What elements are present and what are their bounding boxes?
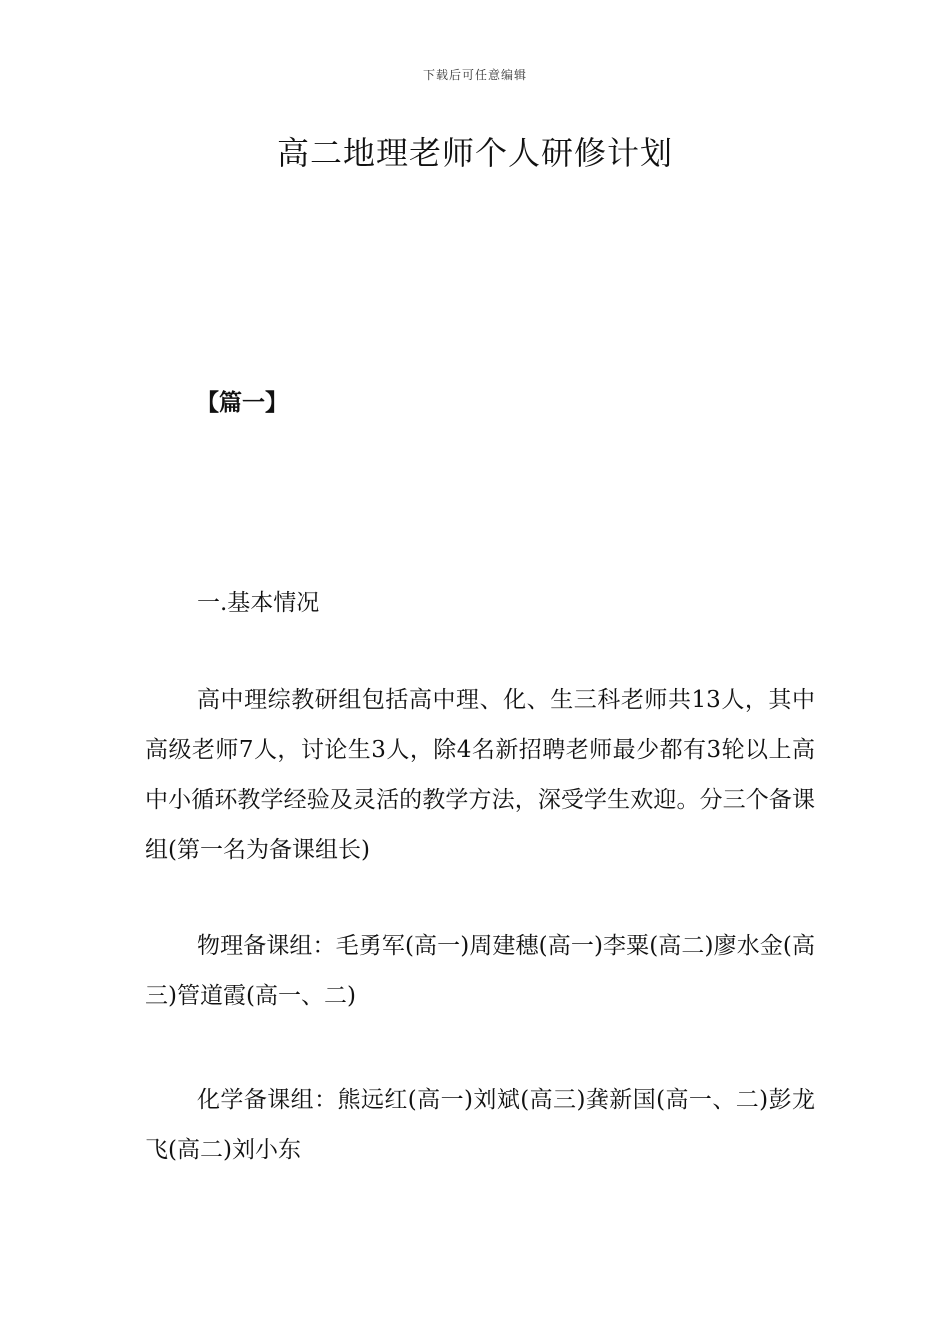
paragraph-text: 化学备课组：熊远红(高一)刘斌(高三)龚新国(高一、二)彭龙飞(高二)刘小东 bbox=[145, 1087, 815, 1163]
document-title: 高二地理老师个人研修计划 bbox=[276, 134, 673, 172]
header-note: 下载后可任意编辑 bbox=[422, 68, 527, 82]
paragraph-basic-info bbox=[145, 675, 815, 875]
paragraph-text: 高中理综教研组包括高中理、化、生三科老师共13人，其中高级老师7人，讨论生3人，除4名新招聘老师最少都有3轮以上高中小循环教学经验及灵活的教学方法，深受学生欢迎。分三个备课组(第一名为备课组长) bbox=[145, 687, 815, 863]
paragraph-chemistry-group bbox=[145, 1075, 815, 1175]
section-tag: 【篇一】 bbox=[196, 389, 288, 416]
heading-text: 一.基本情况 bbox=[197, 590, 320, 616]
section-heading bbox=[145, 578, 815, 628]
paragraph-text: 物理备课组：毛勇军(高一)周建穗(高一)李粟(高二)廖水金(高三)管道霞(高一、二) bbox=[145, 933, 815, 1009]
paragraph-physics-group bbox=[145, 921, 815, 1021]
